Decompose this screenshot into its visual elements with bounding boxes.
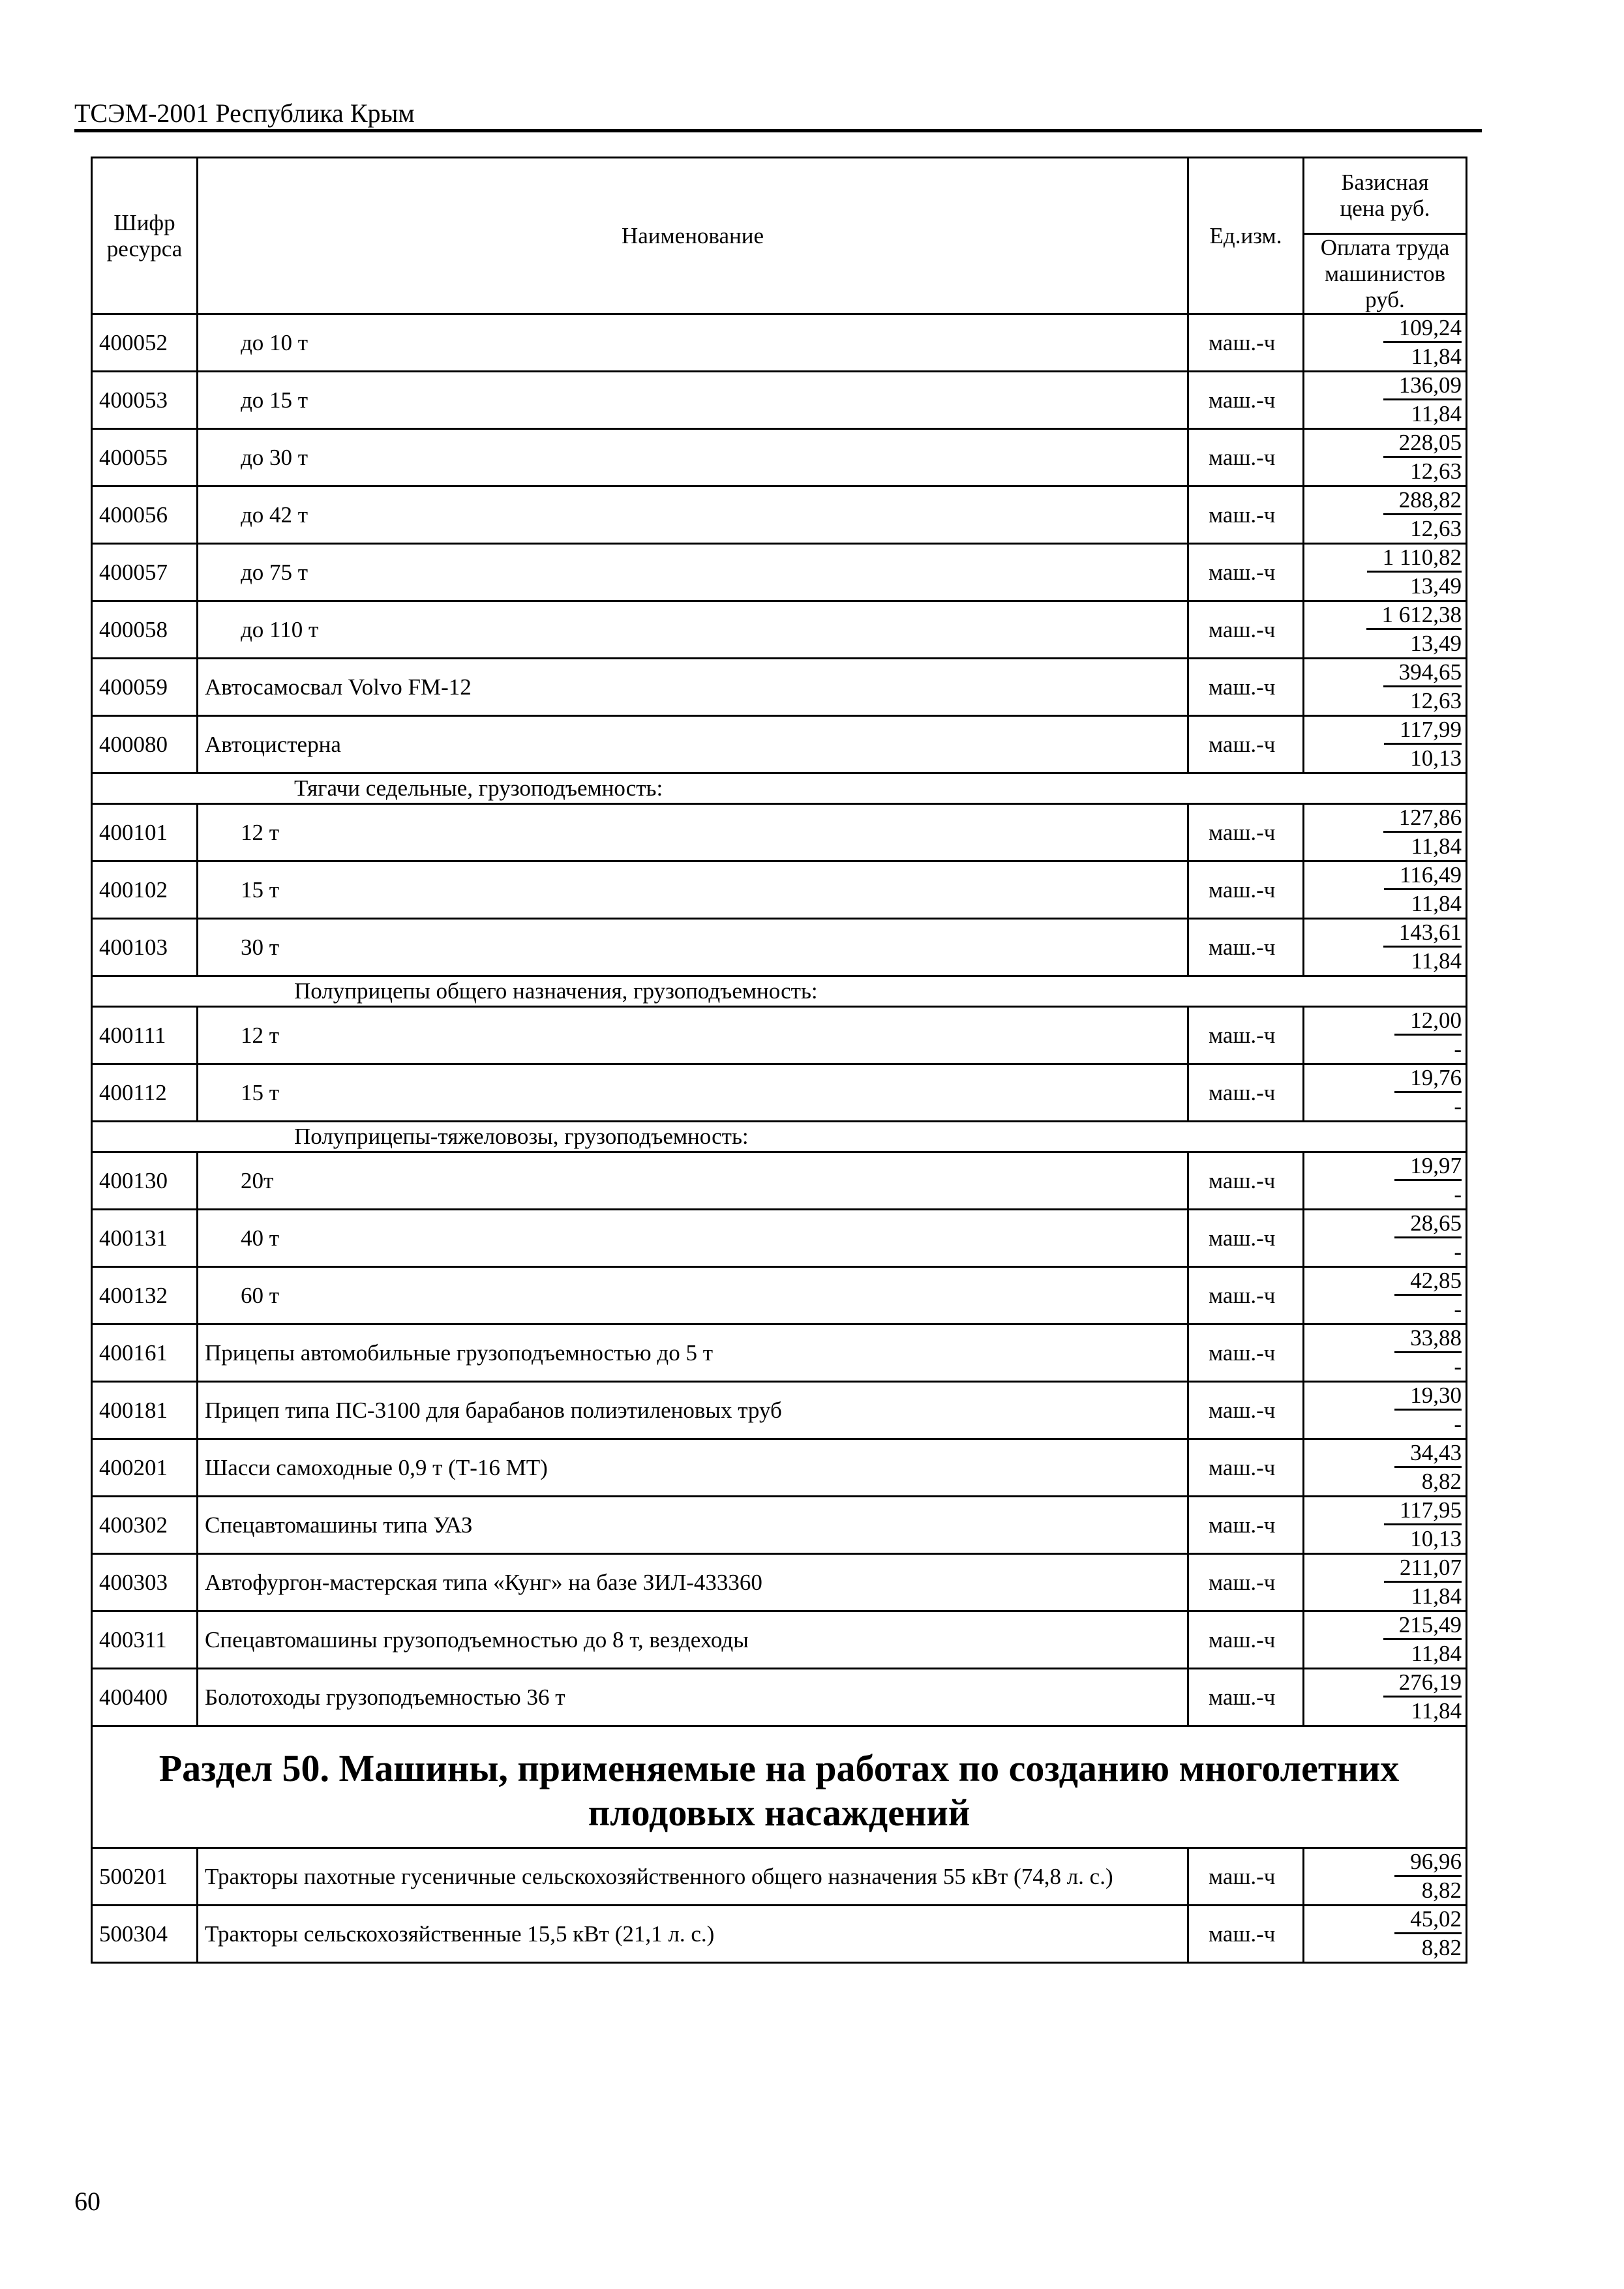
resource-name-cell: [198, 486, 1188, 544]
base-price: 143,61: [1383, 920, 1462, 948]
resource-name-cell: [198, 1611, 1188, 1669]
resource-name-cell: [198, 1152, 1188, 1210]
group-row: [92, 773, 1467, 804]
resource-code: 400112: [92, 1064, 198, 1122]
table-row: [92, 1324, 1467, 1382]
price-cell: [1304, 659, 1467, 716]
operator-pay: 11,84: [1411, 344, 1462, 369]
resource-name-cell: [198, 804, 1188, 861]
base-price: 1 612,38: [1366, 602, 1462, 630]
operator-pay: -: [1454, 1411, 1462, 1437]
operator-pay: -: [1454, 1239, 1462, 1264]
price-cell: [1304, 919, 1467, 976]
resource-unit: маш.-ч: [1188, 314, 1304, 372]
resource-name-cell: [198, 1324, 1188, 1382]
resource-code: 400132: [92, 1267, 198, 1324]
resource-name: до 15 т: [241, 387, 308, 413]
price-cell: [1304, 716, 1467, 773]
resource-code: 400181: [92, 1382, 198, 1439]
group-row: [92, 976, 1467, 1007]
resource-unit: маш.-ч: [1188, 1611, 1304, 1669]
resource-code: 400058: [92, 601, 198, 659]
resource-name-cell: [198, 1848, 1188, 1906]
price-cell: [1304, 1669, 1467, 1726]
resource-name: 40 т: [241, 1225, 280, 1251]
operator-pay: 11,84: [1411, 1641, 1462, 1666]
group-row: [92, 1122, 1467, 1152]
base-price: 228,05: [1383, 430, 1462, 458]
operator-pay: 11,84: [1411, 1698, 1462, 1724]
resource-name: Автоцистерна: [205, 731, 341, 757]
operator-pay: 11,84: [1411, 401, 1462, 426]
base-price: 96,96: [1394, 1849, 1462, 1877]
price-cell: [1304, 314, 1467, 372]
operator-pay: 11,84: [1411, 833, 1462, 859]
resource-code: 400400: [92, 1669, 198, 1726]
section-title: Раздел 50. Машины, применяемые на работах по созданию многолетних плодовых насаждений: [92, 1726, 1467, 1848]
resource-name: Автофургон-мастерская типа «Кунг» на базе ЗИЛ-433360: [205, 1569, 762, 1595]
resource-name: до 110 т: [241, 616, 319, 642]
resource-unit: маш.-ч: [1188, 1152, 1304, 1210]
table-row: [92, 486, 1467, 544]
table-row: [92, 1267, 1467, 1324]
table-row: [92, 372, 1467, 429]
resource-unit: маш.-ч: [1188, 544, 1304, 601]
resource-name-cell: [198, 372, 1188, 429]
resource-name: Тракторы сельскохозяйственные 15,5 кВт (21,1 л. с.): [205, 1921, 715, 1947]
resource-name: 12 т: [241, 819, 280, 845]
price-cell: [1304, 429, 1467, 486]
resource-name: Тракторы пахотные гусеничные сельскохозяйственного общего назначения 55 кВт (74,8 л. с.): [205, 1863, 1113, 1889]
resource-name: 12 т: [241, 1022, 280, 1048]
base-price: 116,49: [1384, 862, 1462, 890]
base-price: 19,30: [1394, 1383, 1462, 1411]
operator-pay: -: [1454, 1296, 1462, 1322]
resource-name: 60 т: [241, 1282, 280, 1308]
price-cell: [1304, 1439, 1467, 1497]
table-body: [92, 314, 1467, 1963]
resource-unit: маш.-ч: [1188, 1439, 1304, 1497]
price-cell: [1304, 804, 1467, 861]
resource-name: до 75 т: [241, 559, 308, 585]
operator-pay: 11,84: [1411, 1583, 1462, 1609]
resource-name-cell: [198, 1007, 1188, 1064]
operator-pay: -: [1454, 1354, 1462, 1379]
group-label: Тягачи седельные, грузоподъемность:: [92, 773, 1467, 804]
base-price: 215,49: [1383, 1612, 1462, 1640]
base-price: 288,82: [1383, 487, 1462, 515]
resource-code: 400302: [92, 1497, 198, 1554]
resource-unit: маш.-ч: [1188, 1324, 1304, 1382]
base-price: 28,65: [1394, 1210, 1462, 1238]
price-cell: [1304, 1611, 1467, 1669]
base-price: 109,24: [1383, 315, 1462, 343]
resource-code: 400056: [92, 486, 198, 544]
header-unit: Ед.изм.: [1188, 158, 1304, 314]
base-price: 45,02: [1394, 1906, 1462, 1934]
price-cell: [1304, 1210, 1467, 1267]
resource-code: 400130: [92, 1152, 198, 1210]
resource-code: 400057: [92, 544, 198, 601]
resource-name: Шасси самоходные 0,9 т (Т-16 МТ): [205, 1454, 548, 1480]
header-price-top: Базисная цена руб.: [1304, 158, 1467, 234]
resource-name-cell: [198, 1210, 1188, 1267]
resource-code: 400201: [92, 1439, 198, 1497]
resource-unit: маш.-ч: [1188, 919, 1304, 976]
resource-name: Спецавтомашины грузоподъемностью до 8 т, вездеходы: [205, 1626, 749, 1653]
resource-name-cell: [198, 659, 1188, 716]
table-row: [92, 544, 1467, 601]
operator-pay: 10,13: [1410, 1526, 1462, 1551]
price-cell: [1304, 1497, 1467, 1554]
price-cell: [1304, 601, 1467, 659]
table-row: [92, 1064, 1467, 1122]
operator-pay: 12,63: [1410, 516, 1462, 541]
page-header: ТСЭМ-2001 Республика Крым: [74, 98, 1482, 132]
operator-pay: 12,63: [1410, 688, 1462, 713]
table-row: [92, 1007, 1467, 1064]
resource-name: 15 т: [241, 1079, 280, 1105]
resource-name-cell: [198, 1382, 1188, 1439]
resource-name-cell: [198, 1267, 1188, 1324]
table-row: [92, 1611, 1467, 1669]
resource-unit: маш.-ч: [1188, 486, 1304, 544]
base-price: 19,97: [1394, 1153, 1462, 1181]
resource-name: Автосамосвал Volvo FM-12: [205, 674, 472, 700]
resource-code: 400101: [92, 804, 198, 861]
section-row: [92, 1726, 1467, 1848]
base-price: 117,95: [1384, 1497, 1462, 1525]
price-cell: [1304, 1007, 1467, 1064]
resource-name-cell: [198, 601, 1188, 659]
resource-unit: маш.-ч: [1188, 1007, 1304, 1064]
table-row: [92, 1439, 1467, 1497]
operator-pay: 13,49: [1410, 573, 1462, 599]
price-cell: [1304, 1554, 1467, 1611]
resource-name: до 30 т: [241, 444, 308, 470]
base-price: 117,99: [1384, 717, 1462, 745]
base-price: 19,76: [1394, 1065, 1462, 1093]
table-row: [92, 804, 1467, 861]
price-cell: [1304, 1906, 1467, 1963]
header-name: Наименование: [198, 158, 1188, 314]
resource-unit: маш.-ч: [1188, 372, 1304, 429]
resource-name-cell: [198, 544, 1188, 601]
price-cell: [1304, 1382, 1467, 1439]
resource-unit: маш.-ч: [1188, 1848, 1304, 1906]
resource-code: 400059: [92, 659, 198, 716]
table-row: [92, 659, 1467, 716]
table-row: [92, 1382, 1467, 1439]
table-row: [92, 1210, 1467, 1267]
base-price: 1 110,82: [1367, 545, 1462, 573]
operator-pay: -: [1454, 1094, 1462, 1119]
resource-name: Спецавтомашины типа УАЗ: [205, 1512, 473, 1538]
operator-pay: 11,84: [1411, 891, 1462, 916]
base-price: 33,88: [1394, 1325, 1462, 1353]
resource-name-cell: [198, 429, 1188, 486]
resource-code: 400131: [92, 1210, 198, 1267]
resource-name-cell: [198, 1554, 1188, 1611]
group-label: Полуприцепы общего назначения, грузоподъемность:: [92, 976, 1467, 1007]
resource-code: 400102: [92, 861, 198, 919]
table-row: [92, 429, 1467, 486]
resource-unit: маш.-ч: [1188, 1382, 1304, 1439]
operator-pay: 8,82: [1421, 1878, 1462, 1903]
resource-unit: маш.-ч: [1188, 1064, 1304, 1122]
resource-name-cell: [198, 1064, 1188, 1122]
resource-name: до 10 т: [241, 329, 308, 355]
resource-code: 400053: [92, 372, 198, 429]
resource-unit: маш.-ч: [1188, 1669, 1304, 1726]
resource-code: 400052: [92, 314, 198, 372]
resource-name-cell: [198, 716, 1188, 773]
base-price: 127,86: [1383, 805, 1462, 833]
base-price: 42,85: [1394, 1268, 1462, 1296]
resource-name-cell: [198, 1669, 1188, 1726]
price-cell: [1304, 1152, 1467, 1210]
resource-code: 400080: [92, 716, 198, 773]
page-number: 60: [74, 2187, 100, 2216]
resource-code: 500201: [92, 1848, 198, 1906]
resource-unit: маш.-ч: [1188, 861, 1304, 919]
operator-pay: 13,49: [1410, 631, 1462, 656]
resource-unit: маш.-ч: [1188, 601, 1304, 659]
table-row: [92, 1152, 1467, 1210]
resource-code: 400111: [92, 1007, 198, 1064]
price-cell: [1304, 544, 1467, 601]
base-price: 34,43: [1394, 1440, 1462, 1468]
operator-pay: 10,13: [1410, 745, 1462, 771]
resource-unit: маш.-ч: [1188, 1267, 1304, 1324]
price-cell: [1304, 1848, 1467, 1906]
resource-name: 20т: [241, 1167, 274, 1193]
resource-code: 500304: [92, 1906, 198, 1963]
table-row: [92, 601, 1467, 659]
operator-pay: -: [1454, 1036, 1462, 1062]
table-row: [92, 314, 1467, 372]
resource-name-cell: [198, 919, 1188, 976]
price-cell: [1304, 1267, 1467, 1324]
table-row: [92, 1848, 1467, 1906]
operator-pay: 11,84: [1411, 948, 1462, 974]
resource-code: 400311: [92, 1611, 198, 1669]
resource-code: 400161: [92, 1324, 198, 1382]
resource-unit: маш.-ч: [1188, 716, 1304, 773]
resource-name: Болотоходы грузоподъемностью 36 т: [205, 1684, 565, 1710]
resource-unit: маш.-ч: [1188, 1210, 1304, 1267]
base-price: 12,00: [1394, 1008, 1462, 1036]
resource-unit: маш.-ч: [1188, 1497, 1304, 1554]
table-row: [92, 1906, 1467, 1963]
resource-name-cell: [198, 861, 1188, 919]
table-row: [92, 919, 1467, 976]
table-row: [92, 1554, 1467, 1611]
price-cell: [1304, 486, 1467, 544]
operator-pay: -: [1454, 1182, 1462, 1207]
operator-pay: 8,82: [1421, 1469, 1462, 1494]
resource-code: 400055: [92, 429, 198, 486]
header-code: Шифр ресурса: [92, 158, 198, 314]
resource-name: до 42 т: [241, 501, 308, 528]
resource-unit: маш.-ч: [1188, 429, 1304, 486]
resource-name: Прицепы автомобильные грузоподъемностью до 5 т: [205, 1339, 713, 1366]
base-price: 394,65: [1383, 659, 1462, 687]
resource-name: Прицеп типа ПС-3100 для барабанов полиэтиленовых труб: [205, 1397, 782, 1423]
operator-pay: 12,63: [1410, 458, 1462, 484]
resource-name-cell: [198, 1497, 1188, 1554]
base-price: 136,09: [1383, 372, 1462, 400]
resource-table: [91, 157, 1467, 1964]
resource-name-cell: [198, 1906, 1188, 1963]
resource-name-cell: [198, 1439, 1188, 1497]
resource-code: 400303: [92, 1554, 198, 1611]
resource-code: 400103: [92, 919, 198, 976]
table-row: [92, 1669, 1467, 1726]
price-cell: [1304, 1064, 1467, 1122]
resource-name: 15 т: [241, 876, 280, 903]
resource-name-cell: [198, 314, 1188, 372]
base-price: 276,19: [1383, 1669, 1462, 1698]
resource-name: 30 т: [241, 934, 280, 960]
price-cell: [1304, 861, 1467, 919]
table-row: [92, 716, 1467, 773]
table-row: [92, 861, 1467, 919]
price-cell: [1304, 1324, 1467, 1382]
price-cell: [1304, 372, 1467, 429]
resource-unit: маш.-ч: [1188, 804, 1304, 861]
table-header-row: [92, 158, 1467, 234]
resource-unit: маш.-ч: [1188, 1906, 1304, 1963]
header-price-bottom: Оплата труда машинистов руб.: [1304, 234, 1467, 314]
group-label: Полуприцепы-тяжеловозы, грузоподъемность:: [92, 1122, 1467, 1152]
base-price: 211,07: [1384, 1555, 1462, 1583]
table-row: [92, 1497, 1467, 1554]
operator-pay: 8,82: [1421, 1935, 1462, 1960]
resource-unit: маш.-ч: [1188, 1554, 1304, 1611]
resource-unit: маш.-ч: [1188, 659, 1304, 716]
